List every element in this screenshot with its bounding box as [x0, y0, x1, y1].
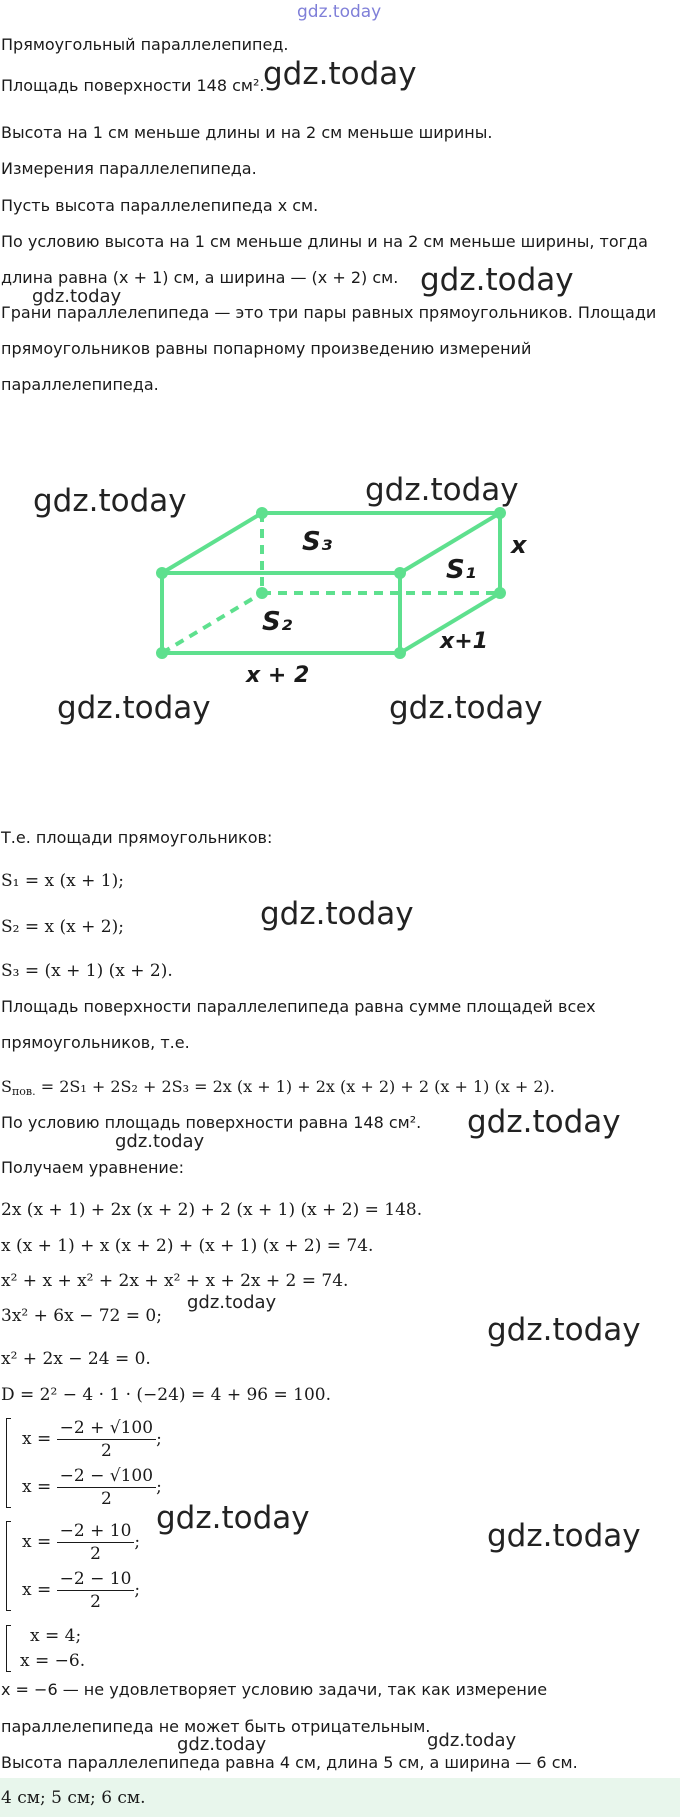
bracket	[6, 1418, 11, 1508]
formula: S₃ = (x + 1) (x + 2).	[1, 961, 173, 981]
formula: x = −6.	[20, 1651, 86, 1671]
watermark: gdz.today	[177, 1734, 267, 1755]
text-line: Площадь поверхности параллелепипеда равна сумме площадей всех	[1, 997, 596, 1016]
text-line: прямоугольников равны попарному произведению измерений	[1, 339, 532, 358]
watermark: gdz.today	[263, 56, 417, 92]
watermark: gdz.today	[32, 286, 122, 307]
vertex	[156, 567, 168, 579]
formula: x = 4;	[30, 1626, 82, 1646]
vertex	[394, 567, 406, 579]
root-formula: x = $\frac{-2 + 10}{2}$ ;	[22, 1521, 141, 1564]
root-formula: x = $\frac{-2 + √100}{2}$ ;	[22, 1418, 162, 1461]
vertex	[494, 507, 506, 519]
text-line: Измерения параллелепипеда.	[1, 159, 257, 178]
text-line: параллелепипеда.	[1, 375, 159, 394]
watermark: gdz.today	[467, 1104, 621, 1140]
formula: 3x² + 6x − 72 = 0;	[1, 1306, 162, 1326]
formula: x² + x + x² + 2x + x² + x + 2x + 2 = 74.	[1, 1271, 349, 1291]
text-line: x = −6 — не удовлетворяет условию задачи, так как измерение	[1, 1680, 548, 1699]
root-formula: x = $\frac{-2 - √100}{2}$ ;	[22, 1466, 162, 1509]
label-x2: x + 2	[246, 663, 310, 688]
watermark: gdz.today	[389, 690, 543, 726]
text-line: Грани параллелепипеда — это три пары равных прямоугольников. Площади	[1, 303, 657, 322]
answer: 4 см; 5 см; 6 см.	[1, 1788, 146, 1808]
edge	[162, 513, 262, 573]
label-x: x	[511, 531, 527, 559]
text-line: параллелепипеда не может быть отрицательным.	[1, 1717, 431, 1736]
formula-surface: $S_{пов.} = 2S_1 + 2S_2 + 2S_3 = 2x$ (x + 1) + 2x (x + 2) + 2 (x + 1) (x + 2).	[1, 1077, 555, 1098]
formula: D = 2² − 4 · 1 · (−24) = 4 + 96 = 100.	[1, 1385, 332, 1405]
watermark: gdz.today	[57, 690, 211, 726]
text-line: Прямоугольный параллелепипед.	[1, 35, 289, 54]
watermark: gdz.today	[420, 262, 574, 298]
vertex	[256, 587, 268, 599]
vertex	[156, 647, 168, 659]
watermark: gdz.today	[365, 472, 519, 508]
text-line: Площадь поверхности 148 см².	[1, 76, 265, 95]
bracket	[6, 1625, 11, 1672]
watermark: gdz.today	[156, 1500, 310, 1536]
text-line: Получаем уравнение:	[1, 1158, 185, 1177]
vertex	[256, 507, 268, 519]
text-line: По условию площадь поверхности равна 148 см².	[1, 1113, 422, 1132]
vertex	[394, 647, 406, 659]
text-line: прямоугольников, т.е.	[1, 1033, 190, 1052]
bracket	[6, 1521, 11, 1611]
watermark: gdz.today	[487, 1518, 641, 1554]
formula: 2x (x + 1) + 2x (x + 2) + 2 (x + 1) (x + 2) = 148.	[1, 1200, 423, 1220]
watermark: gdz.today	[187, 1292, 277, 1313]
text-line: длина равна (x + 1) см, а ширина — (x + 2) см.	[1, 268, 399, 287]
label-x1: x+1	[440, 629, 488, 654]
root-formula: x = $\frac{-2 - 10}{2}$ ;	[22, 1569, 141, 1612]
label-s3: S₃	[302, 527, 333, 557]
label-s2: S₂	[262, 607, 293, 637]
formula: x (x + 1) + x (x + 2) + (x + 1) (x + 2) = 74.	[1, 1236, 374, 1256]
text-line: Т.е. площади прямоугольников:	[1, 828, 273, 847]
watermark: gdz.today	[427, 1730, 517, 1751]
label-s1: S₁	[446, 555, 477, 585]
vertex	[494, 587, 506, 599]
watermark: gdz.today	[115, 1131, 205, 1152]
watermark: gdz.today	[487, 1312, 641, 1348]
hidden-edge	[162, 593, 262, 653]
text-line: По условию высота на 1 см меньше длины и на 2 см меньше ширины, тогда	[1, 232, 648, 251]
text-line: Пусть высота параллелепипеда x см.	[1, 196, 319, 215]
formula: x² + 2x − 24 = 0.	[1, 1349, 151, 1369]
formula: S₂ = x (x + 2);	[1, 917, 124, 937]
watermark-top: gdz.today	[297, 2, 382, 22]
text-line: Высота на 1 см меньше длины и на 2 см меньше ширины.	[1, 123, 493, 142]
formula: S₁ = x (x + 1);	[1, 871, 124, 891]
watermark: gdz.today	[260, 896, 414, 932]
watermark: gdz.today	[33, 483, 187, 519]
text-line: Высота параллелепипеда равна 4 см, длина 5 см, а ширина — 6 см.	[1, 1753, 578, 1772]
